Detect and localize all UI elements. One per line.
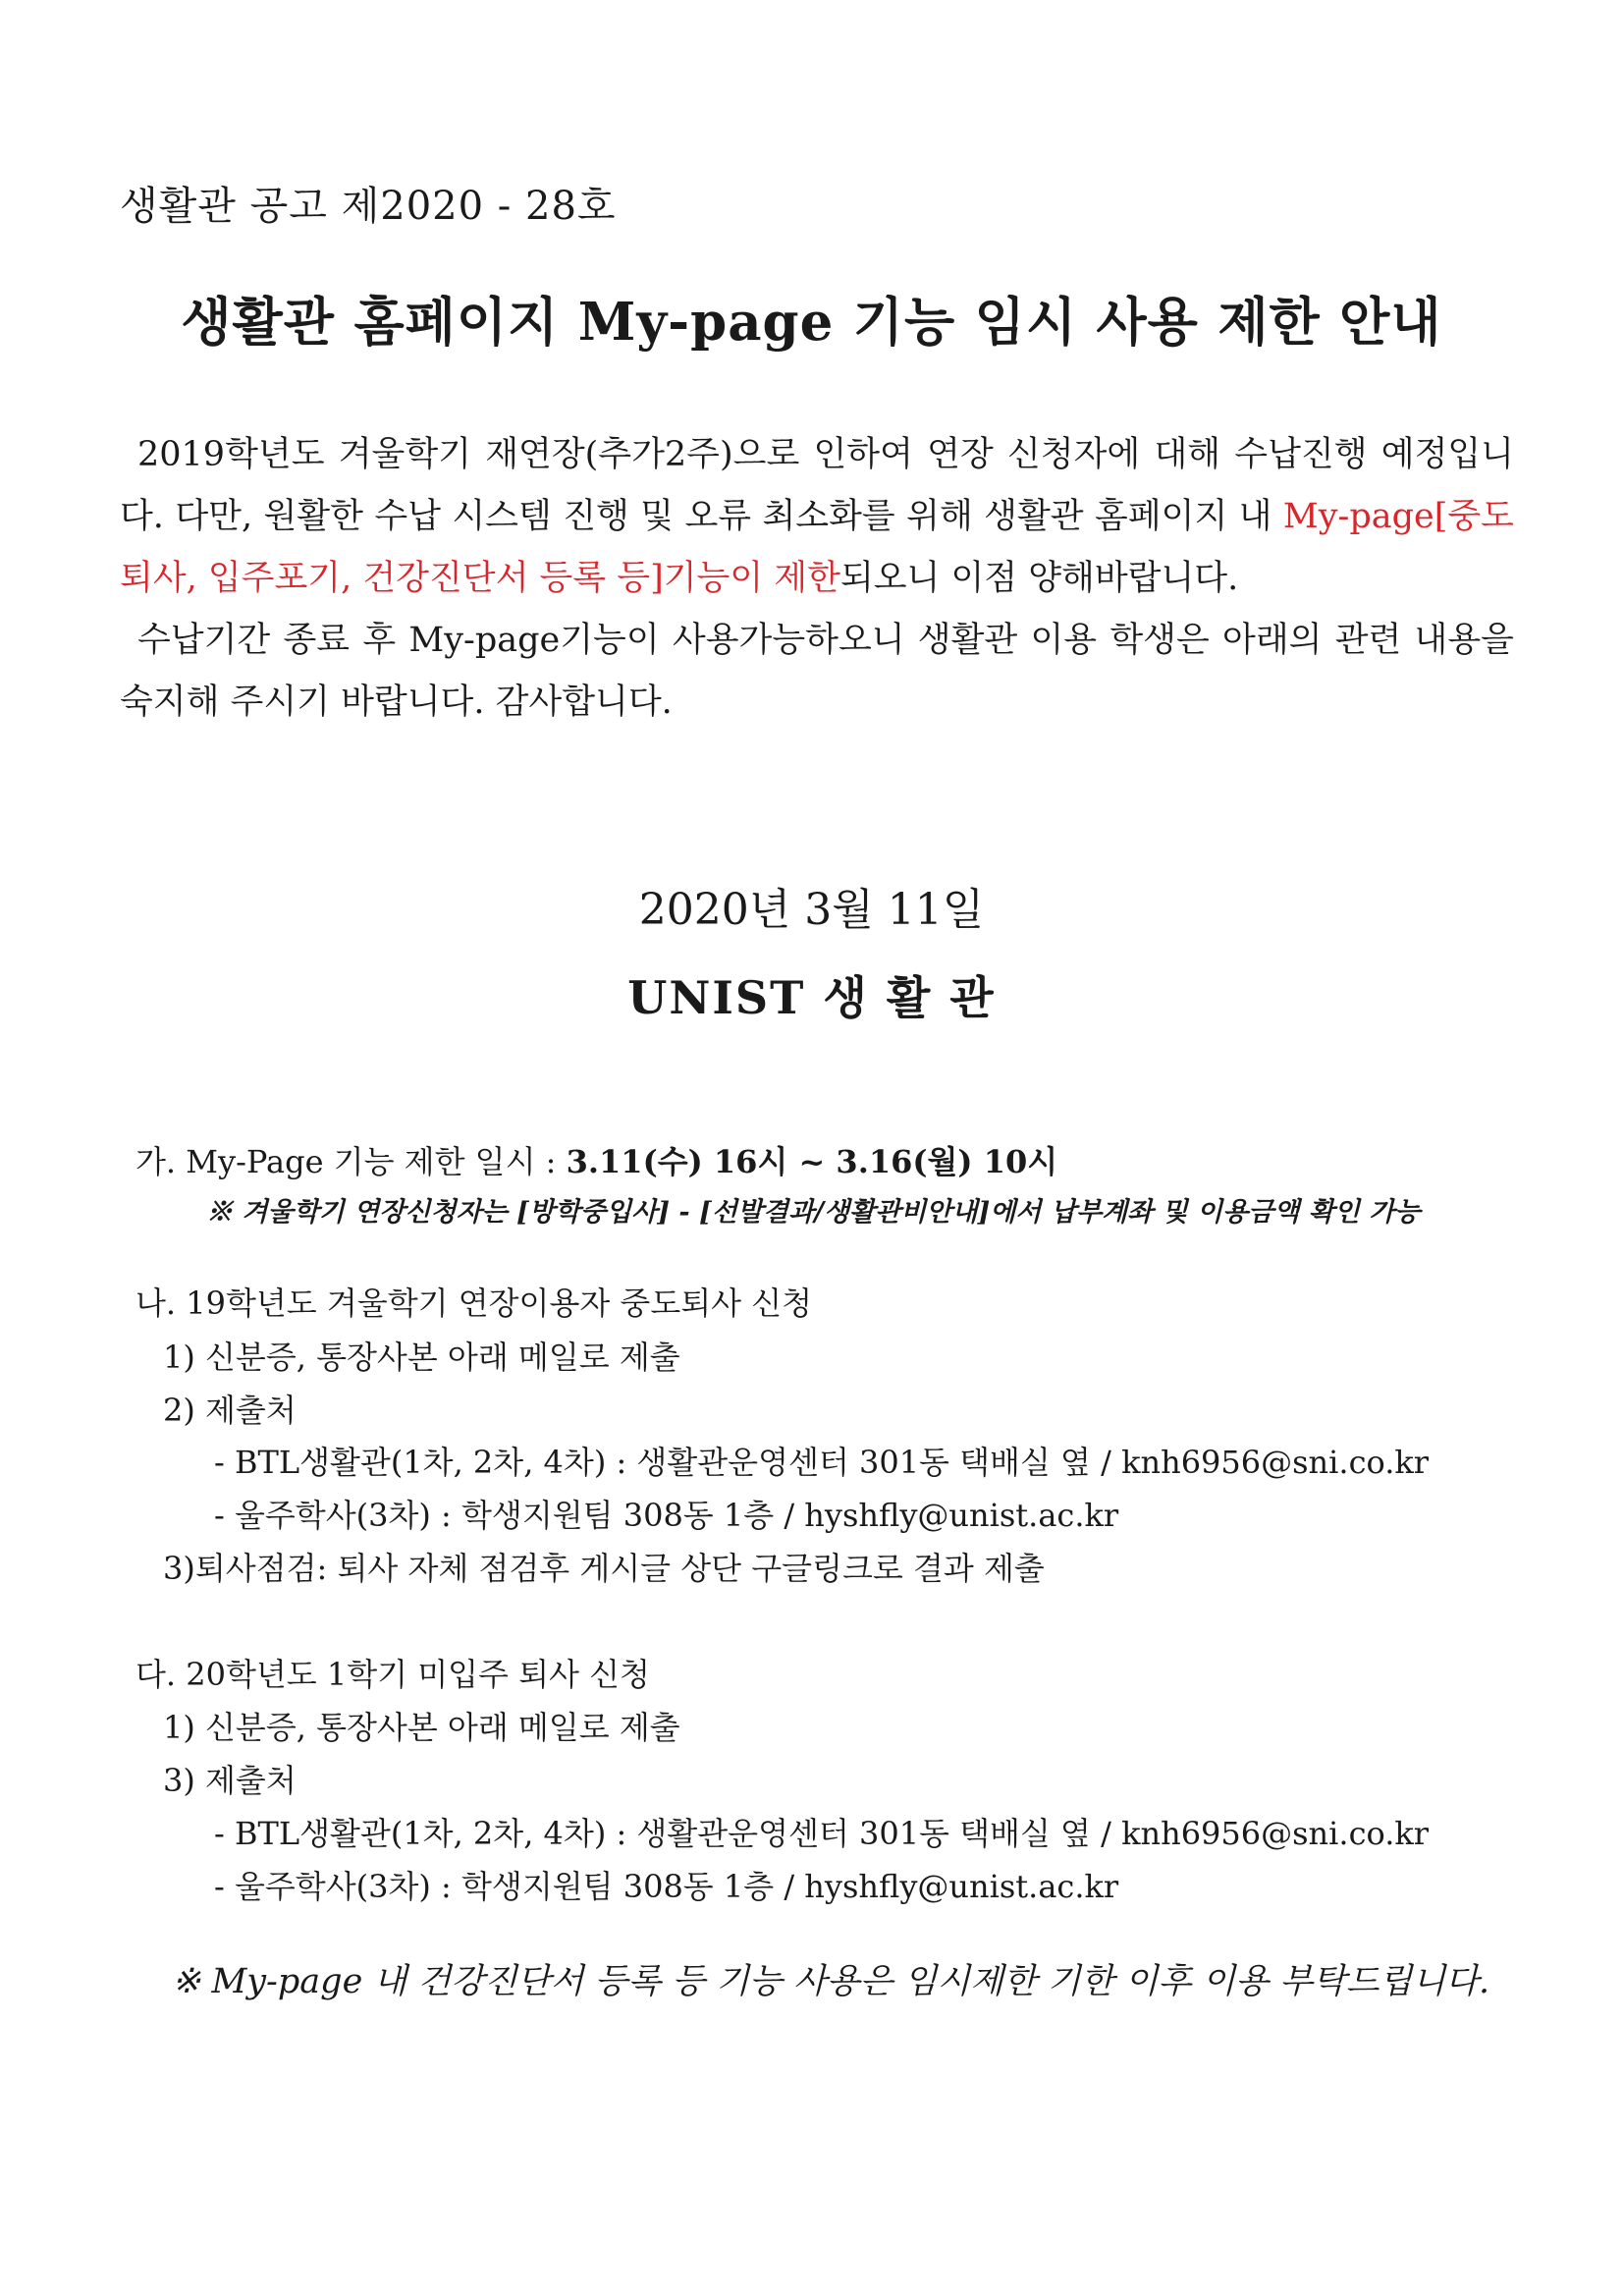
body-paragraph-1 xyxy=(120,424,1514,610)
organization-name: UNIST 생 활 관 xyxy=(627,971,996,1024)
section-na-item-2a: - BTL생활관(1차, 2차, 4차) : 생활관운영센터 301동 택배실 옆 / knh6956@sni.co.kr xyxy=(214,1444,1430,1481)
section-da-heading: 다. 20학년도 1학기 미입주 퇴사 신청 xyxy=(135,1656,650,1693)
section-da-item-2b: - 울주학사(3차) : 학생지원팀 308동 1층 / hyshfly@unist.ac.kr xyxy=(214,1868,1119,1905)
section-ga-heading xyxy=(135,1137,1057,1182)
notice-body xyxy=(120,424,1514,734)
notice-number: 생활관 공고 제2020 - 28호 xyxy=(120,184,617,229)
section-na-heading: 나. 19학년도 겨울학기 연장이용자 중도퇴사 신청 xyxy=(135,1285,813,1322)
body-text-1: 2019학년도 겨울학기 재연장(추가2주)으로 인하여 연장 신청자에 대해 수납진행 예정입니다. 다만, 원활한 수납 시스템 진행 및 오류 최소화를 위해 생활관 홈페이지 내 xyxy=(120,435,1514,536)
restriction-period: 3.11(수) 16시 ~ 3.16(월) 10시 xyxy=(566,1143,1058,1180)
restriction-highlight: My-page[중도퇴사, 입주포기, 건강진단서 등록 등]기능이 제한 xyxy=(120,497,1514,598)
section-na-item-1: 1) 신분증, 통장사본 아래 메일로 제출 xyxy=(163,1339,680,1376)
section-da-item-1: 1) 신분증, 통장사본 아래 메일로 제출 xyxy=(163,1709,680,1746)
section-ga-label: 가. My-Page 기능 제한 일시 : xyxy=(135,1143,567,1180)
section-na-item-3: 3)퇴사점검: 퇴사 자체 점검후 게시글 상단 구글링크로 결과 제출 xyxy=(163,1550,1045,1587)
section-ga-note: ※ 겨울학기 연장신청자는 [방학중입사] - [선발결과/생활관비안내]에서 납부계좌 및 이용금액 확인 가능 xyxy=(206,1197,1421,1228)
footer-note: ※ My-page 내 건강진단서 등록 등 기능 사용은 임시제한 기한 이후 이용 부탁드립니다. xyxy=(172,1962,1490,2001)
section-na-item-2: 2) 제출처 xyxy=(163,1392,297,1429)
section-na-item-2b: - 울주학사(3차) : 학생지원팀 308동 1층 / hyshfly@unist.ac.kr xyxy=(214,1497,1119,1534)
body-paragraph-2: 수납기간 종료 후 My-page기능이 사용가능하오니 생활관 이용 학생은 아래의 관련 내용을 숙지해 주시기 바랍니다. 감사합니다. xyxy=(120,621,1514,722)
notice-title: 생활관 홈페이지 My-page 기능 임시 사용 제한 안내 xyxy=(181,292,1442,353)
section-da-item-2a: - BTL생활관(1차, 2차, 4차) : 생활관운영센터 301동 택배실 옆 / knh6956@sni.co.kr xyxy=(214,1815,1430,1852)
body-text-2: 되오니 이점 양해바랍니다. xyxy=(839,559,1239,598)
section-da-item-2: 3) 제출처 xyxy=(163,1762,297,1799)
notice-date: 2020년 3월 11일 xyxy=(638,885,985,935)
